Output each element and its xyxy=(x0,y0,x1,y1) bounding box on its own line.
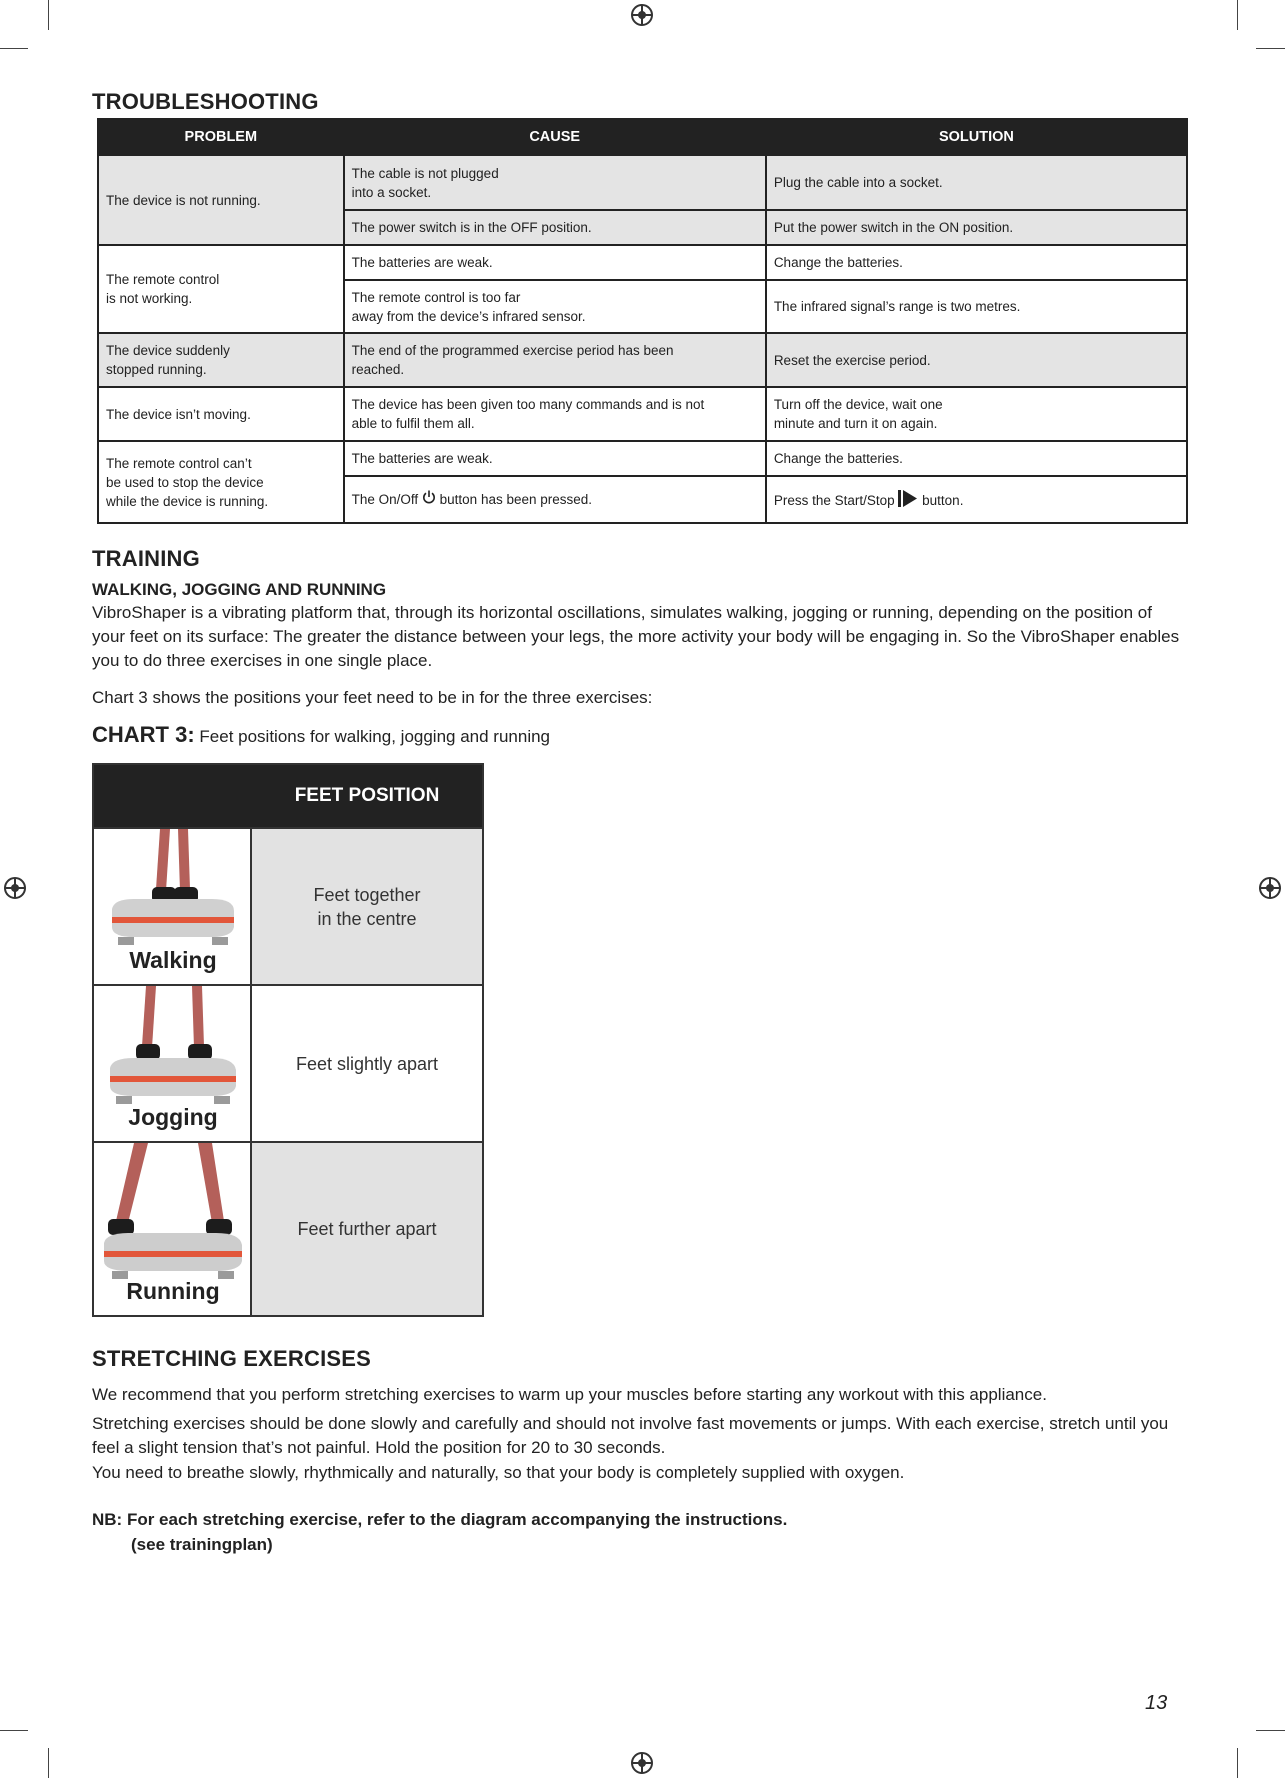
chart-intro-paragraph: Chart 3 shows the positions your feet need to be in for the three exercises: xyxy=(92,688,653,707)
cause-cell xyxy=(344,245,766,280)
chart-row-jogging xyxy=(94,984,482,1141)
solution-cell xyxy=(766,155,1187,210)
crop-mark xyxy=(48,0,49,30)
walking-position xyxy=(252,829,482,984)
cause-cell xyxy=(344,333,766,387)
solution-text: The infrared signal’s range is two metres. xyxy=(773,299,1021,314)
walking-position-text: Feet together in the centre xyxy=(313,884,421,929)
start-stop-icon xyxy=(898,490,918,507)
running-photo xyxy=(94,1143,252,1315)
solution-text: button. xyxy=(922,492,964,508)
registration-mark-icon xyxy=(631,1752,653,1774)
registration-mark-icon xyxy=(1259,877,1281,899)
crop-mark xyxy=(48,1748,49,1778)
crop-mark xyxy=(1237,0,1238,30)
table-row xyxy=(98,333,1187,387)
stretching-note-reference: (see trainingplan) xyxy=(131,1535,273,1554)
chart-header xyxy=(94,765,482,827)
running-position-text: Feet further apart xyxy=(297,1219,437,1239)
cause-cell xyxy=(344,441,766,476)
header-solution: SOLUTION xyxy=(766,119,1187,155)
problem-text: The device is not running. xyxy=(106,192,261,208)
problem-cell xyxy=(98,245,344,333)
registration-mark-icon xyxy=(4,877,26,899)
chart-row-running xyxy=(94,1141,482,1315)
cause-cell xyxy=(344,210,766,245)
training-heading: TRAINING xyxy=(92,546,200,571)
table-row xyxy=(98,155,1187,210)
cause-cell xyxy=(344,155,766,210)
problem-text: The remote control can’t be used to stop the device while the device is running. xyxy=(106,455,269,509)
crop-mark xyxy=(1256,48,1285,49)
table-header-row xyxy=(98,119,1187,155)
running-position xyxy=(252,1143,482,1315)
power-icon xyxy=(422,490,436,505)
cause-text: The batteries are weak. xyxy=(351,451,493,466)
chart-caption xyxy=(92,722,550,748)
solution-cell xyxy=(766,280,1187,333)
crop-mark xyxy=(0,1730,28,1731)
jogging-position-text: Feet slightly apart xyxy=(295,1053,439,1074)
chart-label: CHART 3: xyxy=(92,722,195,747)
training-paragraph: VibroShaper is a vibrating platform that, through its horizontal oscillations, simulates walking, jogging or running, depending on the position of your feet on its surface: The greater the distance between your legs, the more activity your body will be engaging in. So the VibroShaper enables you to do three exercises in one single place. xyxy=(92,603,1180,670)
stretching-heading: STRETCHING EXERCISES xyxy=(92,1346,372,1371)
cause-cell xyxy=(344,280,766,333)
solution-text: Change the batteries. xyxy=(773,255,903,270)
problem-text: The device suddenly stopped running. xyxy=(106,343,230,377)
solution-cell xyxy=(766,245,1187,280)
training-subheading: WALKING, JOGGING AND RUNNING xyxy=(92,580,387,599)
jogging-photo xyxy=(94,986,252,1141)
solution-cell xyxy=(766,210,1187,245)
header-cause: CAUSE xyxy=(344,119,766,155)
solution-text: Press the Start/Stop xyxy=(773,492,895,508)
problem-cell xyxy=(98,441,344,523)
stretching-note: NB: For each stretching exercise, refer to the diagram accompanying the instructions. xyxy=(92,1510,788,1529)
table-row xyxy=(98,387,1187,441)
crop-mark xyxy=(1237,1748,1238,1778)
solution-text: Change the batteries. xyxy=(773,451,903,466)
table-row xyxy=(98,441,1187,476)
running-label: Running xyxy=(126,1278,220,1304)
table-row xyxy=(98,245,1187,280)
problem-text: The remote control is not working. xyxy=(106,272,220,306)
solution-cell xyxy=(766,333,1187,387)
solution-text: Turn off the device, wait one minute and turn it on again. xyxy=(773,397,943,431)
cause-text: The On/Off xyxy=(351,492,419,507)
cause-cell xyxy=(344,387,766,441)
chart-header-label: FEET POSITION xyxy=(294,785,440,806)
jogging-label: Jogging xyxy=(128,1104,218,1130)
cause-text: The remote control is too far away from the device’s infrared sensor. xyxy=(351,289,586,324)
solution-cell xyxy=(766,441,1187,476)
stretching-paragraph-2: Stretching exercises should be done slowly and carefully and should not involve fast movements or jumps. With each exercise, stretch until you feel a slight tension that’s not painful. Hold the position for 20 to 30 seconds. xyxy=(92,1414,1169,1457)
cause-text: The power switch is in the OFF position. xyxy=(351,220,592,235)
problem-cell xyxy=(98,333,344,387)
chart-header-blank xyxy=(94,765,252,827)
cause-text: button has been pressed. xyxy=(439,492,593,507)
problem-text: The device isn’t moving. xyxy=(106,406,251,422)
solution-text: Reset the exercise period. xyxy=(773,352,931,368)
walking-label: Walking xyxy=(129,947,217,973)
crop-mark xyxy=(0,48,28,49)
problem-cell xyxy=(98,155,344,245)
registration-mark-icon xyxy=(631,4,653,26)
page-number: 13 xyxy=(1145,1692,1168,1714)
cause-text: The cable is not plugged into a socket. xyxy=(351,165,499,200)
stretching-paragraph-3: You need to breathe slowly, rhythmically and naturally, so that your body is completely supplied with oxygen. xyxy=(92,1463,905,1482)
chart-caption-text: Feet positions for walking, jogging and running xyxy=(199,727,551,746)
feet-position-chart xyxy=(92,763,484,1317)
jogging-position xyxy=(252,986,482,1141)
troubleshooting-table xyxy=(97,118,1188,524)
solution-text: Plug the cable into a socket. xyxy=(773,175,943,190)
solution-text: Put the power switch in the ON position. xyxy=(773,220,1014,235)
chart-row-walking xyxy=(94,827,482,984)
header-problem: PROBLEM xyxy=(98,119,344,155)
troubleshooting-heading: TROUBLESHOOTING xyxy=(92,89,319,114)
cause-cell xyxy=(344,476,766,523)
solution-cell xyxy=(766,476,1187,523)
stretching-paragraph-1: We recommend that you perform stretching exercises to warm up your muscles before starting any workout with this appliance. xyxy=(92,1385,1047,1404)
walking-photo xyxy=(94,829,252,984)
solution-cell xyxy=(766,387,1187,441)
problem-cell xyxy=(98,387,344,441)
cause-text: The device has been given too many commands and is not able to fulfil them all. xyxy=(351,397,705,431)
crop-mark xyxy=(1256,1730,1285,1731)
cause-text: The end of the programmed exercise period has been reached. xyxy=(351,343,674,377)
cause-text: The batteries are weak. xyxy=(351,255,493,270)
